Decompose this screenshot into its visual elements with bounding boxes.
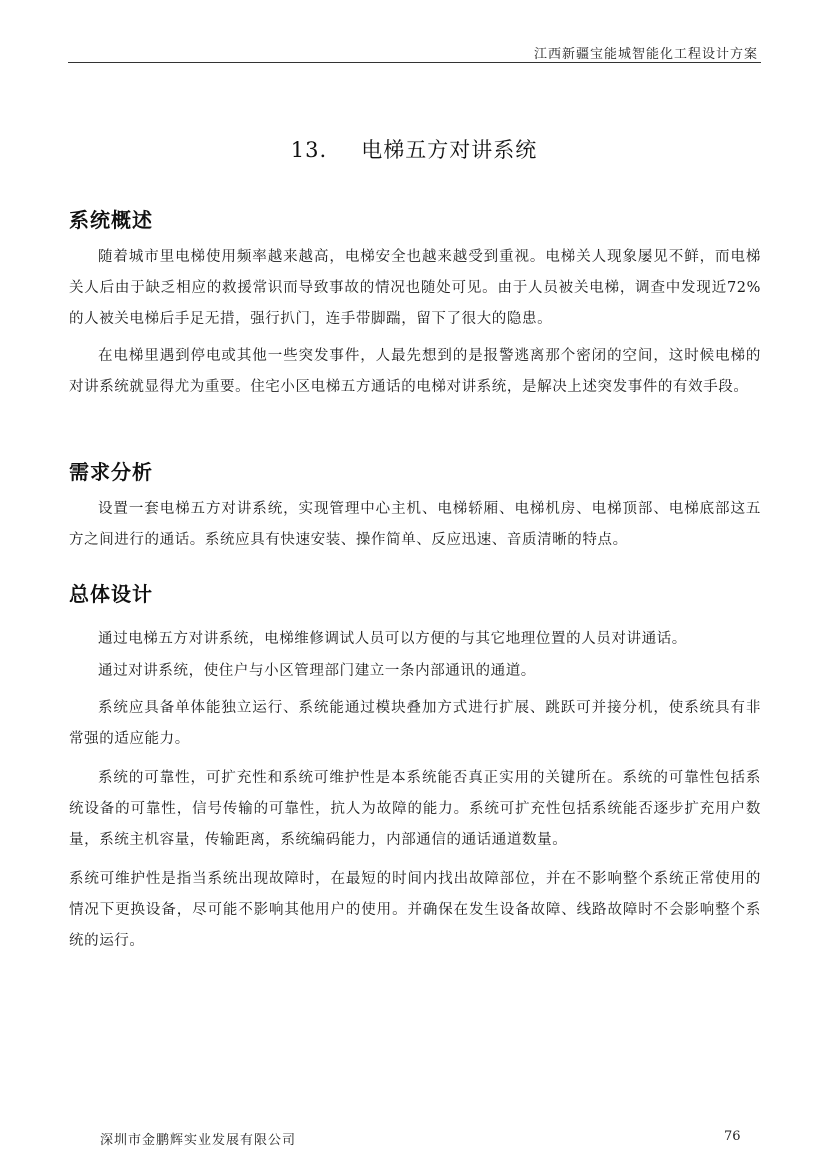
page-header-title: 江西新疆宝能城智能化工程设计方案 <box>533 47 758 62</box>
paragraph: 随着城市里电梯使用频率越来越高，电梯安全也越来越受到重视。电梯关人现象屡见不鲜，而电梯关人后由于缺乏相应的救援常识而导致事故的情况也随处可见。由于人员被关电梯，调查中发现近72%的人被关电梯后手足无措，强行扒门，连手带脚踹，留下了很大的隐患。 <box>69 249 761 327</box>
page-number: 76 <box>724 1129 741 1144</box>
section-heading-design: 总体设计 <box>69 582 153 606</box>
paragraph: 设置一套电梯五方对讲系统，实现管理中心主机、电梯轿厢、电梯机房、电梯顶部、电梯底部这五方之间进行的通话。系统应具有快速安装、操作简单、反应迅速、音质清晰的特点。 <box>69 501 761 548</box>
paragraph: 系统的可靠性，可扩充性和系统可维护性是本系统能否真正实用的关键所在。系统的可靠性包括系统设备的可靠性，信号传输的可靠性，抗人为故障的能力。系统可扩充性包括系统能否逐步扩充用户数量，系统主机容量，传输距离，系统编码能力，内部通信的通话通道数量。 <box>69 770 761 848</box>
paragraph: 系统可维护性是指当系统出现故障时，在最短的时间内找出故障部位，并在不影响整个系统正常使用的情况下更换设备，尽可能不影响其他用户的使用。并确保在发生设备故障、线路故障时不会影响整个系统的运行。 <box>69 871 761 949</box>
chapter-title-text: 电梯五方对讲系统 <box>361 138 538 162</box>
section-heading-overview: 系统概述 <box>69 208 153 232</box>
paragraph: 通过对讲系统，使住户与小区管理部门建立一条内部通讯的通道。 <box>98 663 536 679</box>
chapter-title <box>0 134 828 164</box>
footer-company: 深圳市金鹏辉实业发展有限公司 <box>100 1133 297 1148</box>
header-divider <box>68 62 761 63</box>
chapter-number: 13. <box>290 138 328 162</box>
paragraph: 通过电梯五方对讲系统，电梯维修调试人员可以方便的与其它地理位置的人员对讲通话。 <box>98 631 687 647</box>
section-heading-requirements: 需求分析 <box>69 460 153 484</box>
paragraph: 系统应具备单体能独立运行、系统能通过模块叠加方式进行扩展、跳跃可并接分机，使系统具有非常强的适应能力。 <box>69 700 761 747</box>
paragraph: 在电梯里遇到停电或其他一些突发事件，人最先想到的是报警逃离那个密闭的空间，这时候电梯的对讲系统就显得尤为重要。住宅小区电梯五方通话的电梯对讲系统，是解决上述突发事件的有效手段。 <box>69 348 761 395</box>
